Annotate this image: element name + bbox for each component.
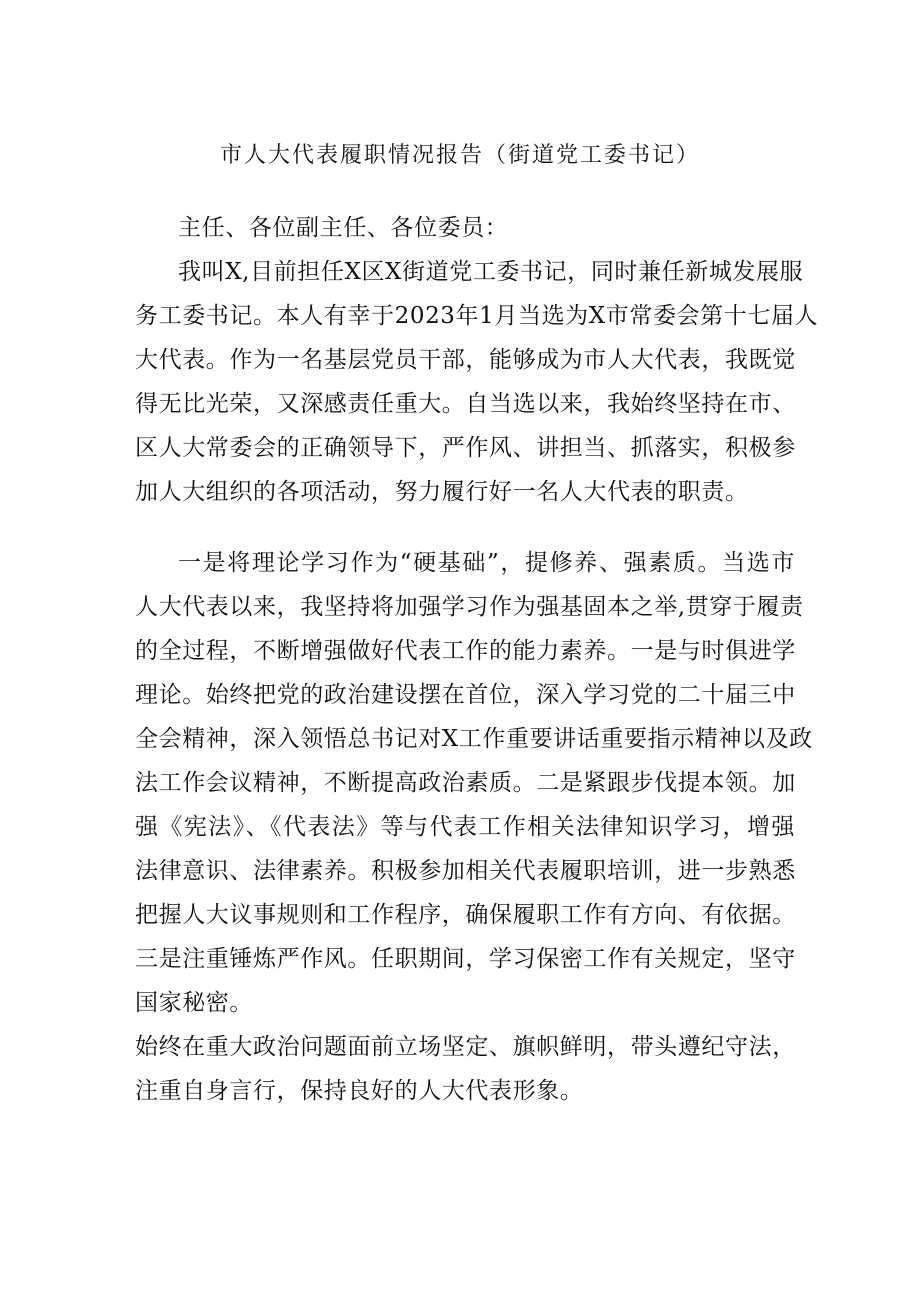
- paragraph-2-line: 人大代表以来，我坚持将加强学习作为强基固本之举,贯穿于履责: [135, 594, 804, 620]
- paragraph-2-line: 国家秘密。: [135, 990, 253, 1016]
- paragraph-1-line: 得无比光荣，又深感责任重大。自当选以来，我始终坚持在市、: [135, 391, 796, 417]
- paragraph-1-line: 加人大组织的各项活动，努力履行好一名人大代表的职责。: [135, 479, 749, 505]
- paragraph-2-line: 一是将理论学习作为“硬基础”，提修养、强素质。当选市: [178, 550, 795, 576]
- paragraph-2-line: 法工作会议精神，不断提高政治素质。二是紧跟步伐提本领。加: [135, 770, 796, 796]
- paragraph-3-line: 始终在重大政治问题面前立场坚定、旗帜鲜明，带头遵纪守法，: [135, 1034, 796, 1060]
- paragraph-2-line: 法律意识、法律素养。积极参加相关代表履职培训，进一步熟悉: [135, 858, 796, 884]
- paragraph-1-line: 务工委书记。本人有幸于2023年1月当选为X市常委会第十七届人: [135, 303, 819, 329]
- paragraph-2-line: 理论。始终把党的政治建设摆在首位，深入学习党的二十届三中: [135, 682, 796, 708]
- salutation: 主任、各位副主任、各位委员：: [178, 215, 509, 241]
- paragraph-2-line: 把握人大议事规则和工作程序，确保履职工作有方向、有依据。: [135, 902, 796, 928]
- paragraph-1-line: 我叫X,目前担任X区X街道党工委书记，同时兼任新城发展服: [178, 259, 804, 285]
- paragraph-2-line: 三是注重锤炼严作风。任职期间，学习保密工作有关规定，坚守: [135, 946, 796, 972]
- document-title: 市人大代表履职情况报告（街道党工委书记）: [219, 143, 700, 168]
- paragraph-3-line: 注重自身言行，保持良好的人大代表形象。: [135, 1078, 584, 1104]
- paragraph-2-line: 全会精神，深入领悟总书记对X工作重要讲话重要指示精神以及政: [135, 726, 813, 752]
- paragraph-1-line: 区人大常委会的正确领导下，严作风、讲担当、抓落实，积极参: [135, 435, 796, 461]
- paragraph-2-line: 的全过程，不断增强做好代表工作的能力素养。一是与时俱进学: [135, 638, 796, 664]
- paragraph-1-line: 大代表。作为一名基层党员干部，能够成为市人大代表，我既觉: [135, 347, 796, 373]
- paragraph-2-line: 强《宪法》、《代表法》等与代表工作相关法律知识学习，增强: [135, 814, 795, 840]
